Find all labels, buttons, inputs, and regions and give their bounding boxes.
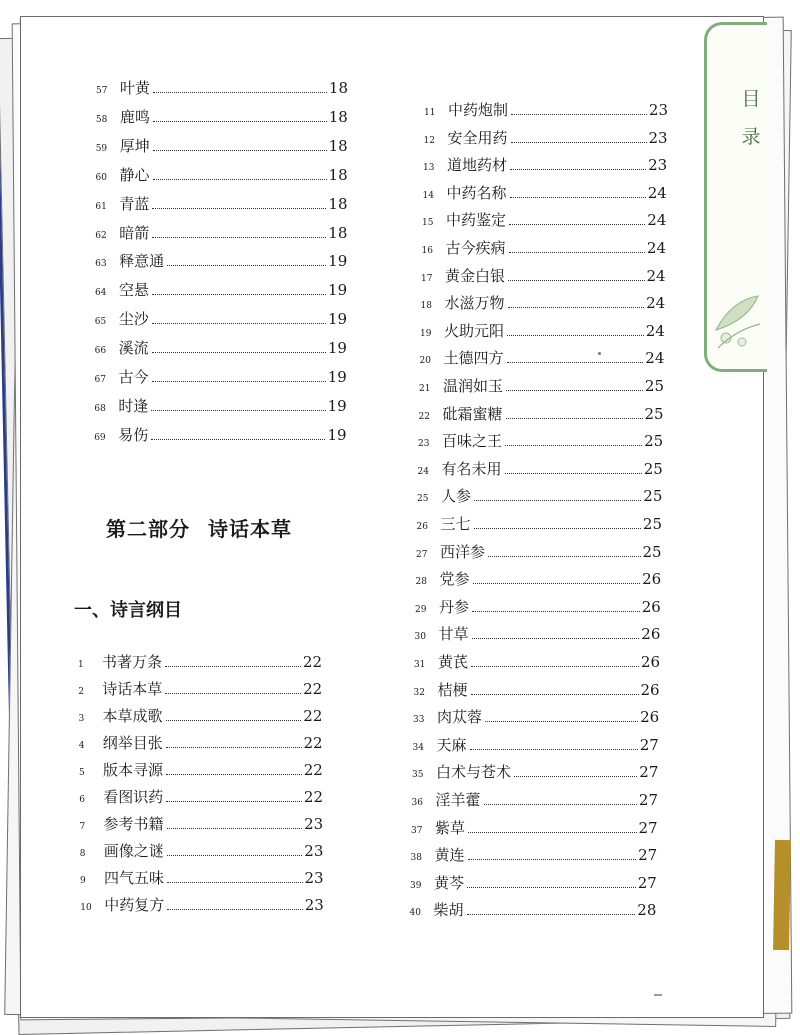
toc-entry-leader	[505, 445, 642, 446]
toc-entry	[96, 78, 348, 101]
toc-entry-number: 61	[95, 201, 107, 212]
toc-entry-title: 古今	[118, 368, 149, 386]
toc-entry-number: 37	[411, 825, 423, 836]
toc-entry-page: 23	[304, 896, 324, 914]
toc-entry-page: 27	[638, 846, 658, 865]
toc-entry-leader	[166, 747, 302, 748]
toc-entry-number: 20	[419, 356, 431, 367]
toc-entry	[95, 367, 347, 390]
toc-entry-number: 68	[94, 403, 106, 414]
toc-entry	[423, 183, 667, 206]
toc-entry-number: 7	[79, 822, 86, 832]
toc-entry	[419, 404, 664, 427]
toc-entry-number: 57	[96, 86, 108, 96]
section-heading: 一、诗言纲目	[74, 600, 182, 621]
toc-entry-page: 27	[638, 818, 658, 837]
toc-entry-title: 画像之谜	[103, 842, 164, 860]
toc-entry-leader	[153, 121, 327, 122]
toc-entry-leader	[167, 882, 302, 883]
stray-mark	[598, 352, 601, 355]
toc-entry-page: 18	[328, 107, 348, 126]
toc-entry-leader	[474, 528, 641, 529]
toc-entry-number: 32	[413, 687, 425, 698]
toc-entry-number: 18	[420, 301, 432, 312]
toc-entry	[418, 459, 663, 482]
back-book-edge-gold	[773, 840, 791, 950]
toc-entry-title: 砒霜蜜糖	[442, 404, 503, 423]
toc-entry-leader	[507, 335, 644, 336]
toc-entry	[411, 845, 658, 868]
toc-entry-title: 释意通	[119, 252, 165, 271]
toc-entry-title: 参考书籍	[103, 815, 164, 833]
toc-entry	[94, 396, 346, 419]
toc-entry	[421, 266, 666, 289]
toc-entry-leader	[470, 749, 638, 750]
toc-entry-page: 19	[328, 281, 348, 300]
toc-entry-page: 26	[641, 625, 661, 644]
toc-entry-leader	[153, 179, 327, 180]
toc-entry-number: 23	[418, 439, 430, 450]
toc-entry	[417, 486, 662, 509]
toc-entry-title: 道地药材	[447, 156, 508, 175]
toc-entry-leader	[166, 774, 302, 775]
part-number: 第二部分	[106, 517, 190, 541]
toc-entry-title: 中药炮制	[448, 101, 509, 119]
toc-entry-number: 58	[95, 114, 108, 125]
toc-entry-title: 丹参	[439, 597, 470, 616]
toc-entry-title: 诗话本草	[102, 680, 163, 698]
toc-entry	[95, 338, 347, 361]
toc-entry-title: 百味之王	[442, 432, 503, 451]
toc-entry	[94, 425, 346, 448]
toc-entry	[424, 100, 668, 123]
toc-entry	[415, 624, 661, 647]
toc-entry-leader	[508, 280, 644, 281]
toc-entry-leader	[505, 473, 642, 474]
toc-entry-number: 15	[422, 218, 434, 229]
toc-entry-number: 10	[80, 903, 92, 913]
toc-entry-leader	[508, 307, 645, 308]
toc-entry	[412, 790, 659, 813]
toc-entry-leader	[474, 500, 641, 501]
toc-entry-number: 6	[79, 795, 85, 805]
toc-entry-page: 19	[327, 339, 347, 358]
toc-entry-page: 22	[303, 707, 323, 725]
toc-entry-leader	[152, 381, 326, 382]
toc-entry-title: 中药复方	[104, 896, 165, 914]
toc-entry-number: 1	[78, 660, 84, 670]
toc-entry-number: 8	[79, 849, 86, 859]
toc-entry-leader	[467, 914, 636, 915]
toc-entry-leader	[165, 666, 301, 667]
toc-entry-number: 36	[411, 798, 423, 808]
toc-entry-page: 26	[640, 653, 660, 671]
toc-entry-title: 中药名称	[446, 183, 507, 202]
leaf-decoration-icon	[712, 290, 764, 350]
toc-entry	[414, 652, 660, 675]
toc-entry-number: 59	[95, 143, 108, 154]
toc-entry-number: 35	[412, 770, 424, 781]
toc-entry-number: 5	[79, 768, 85, 778]
toc-entry	[420, 348, 665, 371]
toc-entry-page: 25	[642, 542, 662, 561]
toc-entry-leader	[510, 169, 646, 170]
toc-entry-page: 27	[639, 763, 659, 782]
toc-entry-number: 31	[414, 660, 426, 670]
toc-entry	[80, 841, 324, 864]
toc-entry-page: 18	[328, 165, 348, 184]
toc-entry-title: 安全用药	[447, 128, 508, 147]
toc-entry-page: 25	[644, 377, 664, 395]
toc-entry-leader	[167, 265, 326, 266]
toc-entry-title: 厚坤	[119, 136, 150, 155]
toc-entry	[78, 652, 322, 675]
toc-entry-leader	[506, 418, 643, 419]
toc-entry-title: 溪流	[118, 339, 149, 358]
toc-entry-number: 64	[94, 288, 107, 299]
toc-entry	[410, 873, 657, 896]
toc-entry-leader	[484, 804, 637, 805]
toc-entry-leader	[473, 583, 641, 584]
toc-entry-leader	[510, 197, 646, 198]
side-tab-label: 目录	[741, 88, 761, 148]
toc-entry	[412, 762, 658, 785]
toc-entry-leader	[467, 887, 636, 888]
toc-entry-page: 26	[642, 570, 662, 589]
toc-entry-title: 肉苁蓉	[437, 708, 483, 727]
toc-entry-number: 39	[410, 880, 422, 891]
toc-entry	[80, 868, 324, 891]
toc-entry	[95, 309, 347, 332]
toc-entry	[78, 679, 322, 702]
toc-entry-title: 本草成歌	[102, 707, 163, 725]
toc-entry	[418, 431, 663, 454]
toc-entry-page: 27	[639, 735, 659, 754]
toc-entry-page: 19	[327, 425, 347, 444]
toc-entry-page: 26	[641, 597, 661, 616]
toc-entry-leader	[152, 237, 326, 238]
toc-entry-page: 26	[640, 680, 660, 699]
toc-entry-page: 24	[646, 239, 666, 257]
toc-entry-leader	[511, 142, 647, 143]
toc-entry-leader	[166, 720, 302, 721]
toc-entry-page: 23	[648, 101, 668, 119]
toc-entry-number: 14	[422, 190, 434, 201]
toc-entry-leader	[152, 294, 326, 295]
toc-entry	[422, 210, 666, 233]
toc-entry-title: 柴胡	[433, 901, 464, 920]
toc-entry	[416, 569, 662, 592]
toc-entry-title: 有名未用	[441, 459, 502, 478]
toc-entry-title: 中药鉴定	[446, 211, 507, 230]
toc-entry-title: 黄芪	[438, 653, 469, 671]
toc-entry-number: 40	[409, 908, 421, 919]
toc-entry-page: 27	[637, 873, 657, 892]
toc-entry	[95, 194, 347, 217]
toc-entry-page: 26	[640, 708, 660, 727]
toc-entry-leader	[153, 150, 327, 151]
toc-entry-title: 黄金白银	[445, 266, 506, 285]
toc-entry	[80, 895, 324, 918]
toc-entry-page: 19	[327, 368, 347, 386]
toc-entry-page: 22	[303, 734, 323, 752]
toc-entry-title: 看图识药	[103, 788, 164, 806]
toc-entry-title: 紫草	[435, 818, 466, 837]
toc-entry-leader	[485, 721, 638, 722]
toc-entry-title: 四气五味	[104, 869, 165, 887]
toc-entry-leader	[167, 828, 303, 829]
toc-entry	[79, 706, 323, 729]
toc-entry-page: 22	[303, 761, 323, 779]
toc-entry-number: 28	[415, 577, 427, 588]
toc-entry	[416, 542, 662, 565]
toc-entry	[95, 280, 347, 303]
toc-entry-title: 鹿鸣	[119, 107, 150, 126]
toc-entry-number: 38	[410, 853, 422, 864]
toc-entry-page: 24	[645, 349, 665, 368]
toc-entry-title: 白术与苍术	[436, 763, 512, 782]
toc-entry	[415, 597, 661, 620]
toc-entry-page: 23	[304, 815, 324, 833]
toc-entry-number: 12	[423, 135, 435, 146]
toc-entry-title: 版本寻源	[103, 761, 164, 779]
toc-entry-number: 3	[78, 714, 85, 724]
toc-entry-leader	[468, 859, 637, 860]
toc-entry-number: 16	[421, 246, 433, 256]
toc-entry-leader	[151, 410, 325, 411]
toc-entry	[420, 321, 665, 344]
toc-entry-page: 28	[637, 901, 657, 920]
toc-entry	[421, 293, 666, 316]
toc-entry-leader	[152, 208, 326, 209]
toc-entry-leader	[472, 611, 640, 612]
toc-entry-leader	[471, 666, 639, 667]
toc-entry-page: 18	[328, 79, 348, 97]
toc-entry-page: 19	[327, 310, 348, 329]
toc-entry	[410, 900, 657, 923]
toc-entry-leader	[509, 224, 645, 225]
toc-entry-leader	[152, 323, 326, 324]
toc-entry-number: 4	[78, 741, 85, 751]
toc-entry-title: 纲举目张	[102, 734, 163, 752]
part-heading	[106, 513, 310, 542]
toc-entry-title: 火助元阳	[444, 321, 505, 340]
toc-entry-page: 25	[642, 515, 662, 533]
toc-entry-page: 18	[328, 223, 348, 242]
toc-entry-leader	[151, 439, 325, 440]
toc-entry-number: 9	[80, 876, 86, 886]
toc-entry-number: 26	[416, 522, 428, 532]
part-title: 诗话本草	[208, 517, 292, 541]
toc-entry-title: 暗箭	[119, 223, 150, 242]
toc-entry-leader	[167, 909, 302, 910]
toc-entry	[419, 376, 664, 399]
toc-entry-leader	[507, 362, 644, 363]
toc-entry	[95, 251, 347, 274]
toc-entry-title: 西洋参	[440, 542, 486, 561]
toc-entry-title: 静心	[119, 165, 150, 184]
toc-entry-page: 25	[643, 487, 663, 506]
toc-entry	[79, 733, 323, 756]
toc-entry-page: 22	[303, 788, 323, 806]
toc-entry-title: 甘草	[438, 625, 469, 644]
toc-entry-title: 书著万条	[102, 653, 163, 671]
toc-entry-title: 黄芩	[434, 873, 465, 892]
toc-entry-title: 青蓝	[119, 194, 150, 213]
toc-entry-title: 天麻	[436, 735, 467, 754]
toc-entry	[417, 514, 663, 537]
toc-entry-number: 21	[419, 384, 431, 394]
toc-entry-title: 空悬	[118, 281, 149, 300]
toc-entry-number: 33	[413, 715, 425, 726]
toc-entry-title: 古今疾病	[445, 239, 506, 257]
toc-entry-page: 22	[302, 653, 322, 671]
toc-entry-page: 23	[304, 842, 324, 860]
toc-entry-number: 11	[424, 108, 436, 118]
toc-entry-leader	[506, 390, 643, 391]
toc-entry-number: 66	[94, 346, 107, 357]
toc-entry-page: 24	[645, 321, 665, 340]
toc-entry	[423, 155, 667, 178]
toc-entry-page: 22	[303, 680, 323, 698]
toc-entry	[414, 680, 660, 703]
toc-entry-number: 13	[423, 163, 435, 174]
toc-entry	[422, 238, 667, 261]
toc-entry-title: 桔梗	[437, 680, 468, 699]
toc-entry-number: 62	[95, 230, 107, 241]
toc-entry-number: 17	[421, 273, 433, 284]
toc-entry-leader	[153, 92, 327, 93]
toc-entry-title: 党参	[439, 570, 470, 589]
stray-dash	[654, 994, 662, 996]
toc-entry-number: 67	[94, 375, 106, 385]
toc-entry	[80, 814, 324, 837]
toc-entry-number: 65	[94, 317, 107, 328]
toc-entry-page: 23	[304, 869, 324, 887]
toc-entry-leader	[167, 855, 303, 856]
toc-entry-title: 人参	[441, 487, 472, 506]
toc-entry-number: 60	[95, 172, 107, 183]
toc-entry-page: 25	[644, 432, 664, 451]
toc-entry-leader	[509, 252, 645, 253]
toc-entry-leader	[511, 114, 647, 115]
toc-entry	[96, 107, 348, 130]
toc-entry-page: 27	[638, 791, 658, 809]
toc-entry	[95, 223, 347, 246]
toc-entry-number: 2	[78, 687, 84, 697]
toc-entry-page: 23	[648, 156, 668, 175]
toc-entry-number: 25	[417, 494, 429, 505]
toc-entry-title: 土德四方	[443, 349, 504, 368]
toc-entry-page: 24	[646, 266, 666, 285]
toc-entry-leader	[165, 693, 301, 694]
toc-entry	[79, 760, 323, 783]
toc-entry-page: 25	[643, 459, 663, 478]
toc-entry-leader	[514, 776, 637, 777]
toc-entry-number: 69	[94, 432, 106, 443]
toc-entry-page: 23	[648, 128, 668, 147]
toc-entry-page: 18	[328, 136, 348, 155]
toc-entry	[96, 136, 348, 159]
toc-entry-title: 尘沙	[118, 310, 149, 329]
toc-entry	[96, 165, 348, 188]
toc-entry-leader	[471, 694, 639, 695]
toc-entry-number: 24	[417, 466, 429, 477]
toc-entry-number: 22	[418, 411, 430, 422]
toc-entry-page: 19	[327, 396, 347, 415]
toc-entry	[413, 735, 659, 758]
toc-entry-leader	[488, 556, 640, 557]
toc-entry	[424, 128, 668, 151]
toc-entry-page: 18	[328, 194, 348, 213]
toc-entry-leader	[166, 801, 302, 802]
toc-entry-page: 25	[644, 404, 664, 423]
toc-entry-page: 24	[647, 183, 667, 202]
toc-entry-title: 温润如玉	[443, 377, 504, 395]
toc-entry	[413, 707, 659, 730]
toc-entry-title: 叶黄	[120, 79, 151, 97]
toc-entry-number: 63	[95, 259, 107, 270]
toc-entry-number: 34	[412, 742, 424, 753]
toc-entry-page: 19	[328, 252, 348, 271]
toc-entry-leader	[472, 638, 640, 639]
toc-entry-title: 易伤	[118, 425, 149, 444]
toc-entry-number: 30	[414, 632, 426, 643]
toc-entry-title: 水滋万物	[444, 294, 505, 313]
toc-entry-title: 淫羊藿	[435, 791, 481, 809]
toc-entry-number: 19	[420, 328, 432, 339]
toc-entry-leader	[468, 832, 636, 833]
toc-entry-title: 黄连	[434, 846, 465, 865]
toc-entry-number: 27	[416, 549, 428, 560]
toc-entry-title: 时逢	[118, 396, 149, 415]
toc-entry-page: 24	[646, 294, 666, 313]
toc-entry-page: 24	[647, 211, 667, 230]
toc-entry-title: 三七	[440, 515, 471, 533]
toc-entry	[79, 787, 323, 810]
toc-entry	[411, 818, 658, 841]
toc-entry-leader	[152, 352, 326, 353]
toc-entry-number: 29	[415, 604, 427, 615]
